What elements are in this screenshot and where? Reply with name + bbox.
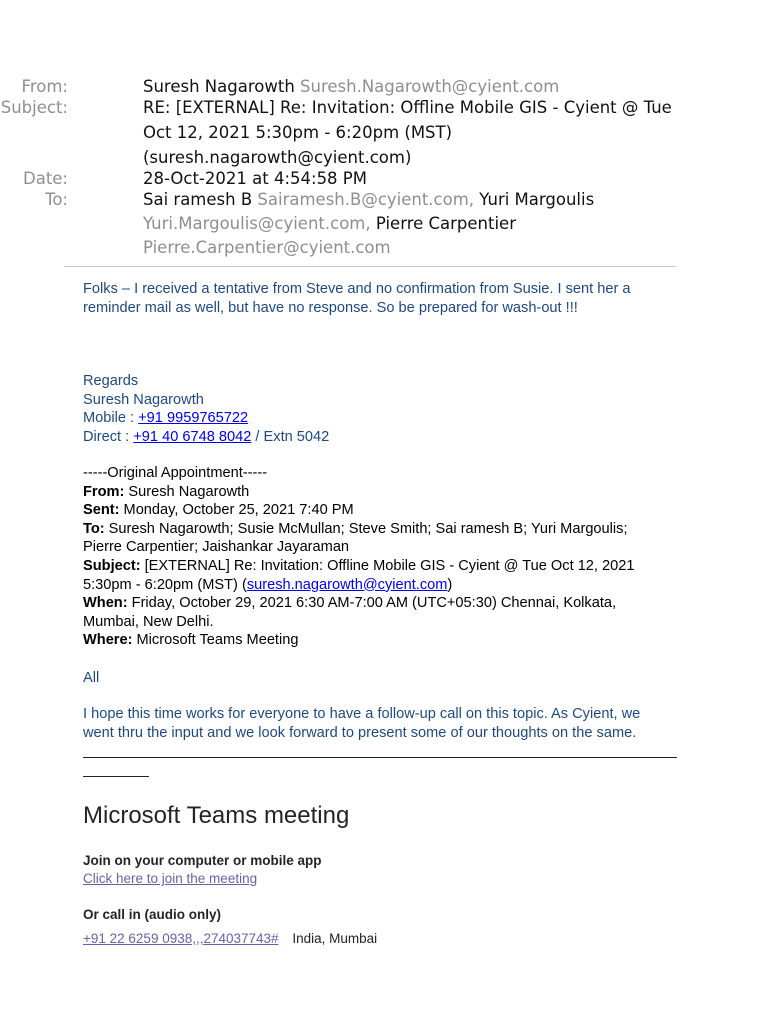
subject-line-2: Oct 12, 2021 5:30pm - 6:20pm (MST)	[143, 123, 453, 142]
to-3-email[interactable]: Pierre.Carpentier@cyient.com	[143, 238, 391, 257]
direct-number-link[interactable]: +91 40 6748 8042	[133, 428, 252, 445]
orig-to	[83, 520, 683, 539]
orig-from-value: Suresh Nagarowth	[124, 483, 250, 500]
to-2-email[interactable]: Yuri.Margoulis@cyient.com,	[143, 214, 371, 233]
signature	[83, 372, 683, 446]
orig-from-label: From:	[83, 483, 125, 500]
intro-line-1: Folks – I received a tentative from Steve and no confirmation from Susie. I sent her a	[83, 281, 631, 297]
to-1-email[interactable]: Sairamesh.B@cyient.com,	[257, 190, 475, 209]
mobile-line	[83, 409, 683, 428]
orig-sent	[83, 501, 683, 520]
regards: Regards	[83, 373, 139, 389]
date-label: Date:	[23, 169, 68, 188]
original-appointment	[83, 464, 683, 650]
to-label: To:	[45, 190, 68, 209]
hope-line-2: went thru the input and we look forward to present some of our thoughts on the same.	[83, 724, 637, 741]
orig-to-line-2: Pierre Carpentier; Jaishankar Jayaraman	[83, 539, 350, 556]
orig-subject-pre: 5:30pm - 6:20pm (MST) (	[83, 576, 247, 593]
from-value	[143, 75, 559, 98]
hope-paragraph	[83, 705, 683, 742]
hope-line-1: I hope this time works for everyone to have a follow-up call on this topic. As Cyient, we	[83, 706, 641, 722]
to-line-2	[143, 212, 516, 235]
call-in-number-link[interactable]: +91 22 6259 0938,,,274037743#	[83, 931, 279, 946]
from-email[interactable]: Suresh.Nagarowth@cyient.com	[300, 77, 560, 96]
extension: / Extn 5042	[251, 428, 330, 445]
from-label: From:	[21, 77, 68, 96]
subject-line-3: (suresh.nagarowth@cyient.com)	[143, 148, 412, 167]
teams-separator-line	[83, 757, 677, 758]
direct-label: Direct :	[83, 428, 134, 445]
from-name: Suresh Nagarowth	[143, 77, 295, 96]
orig-where-label: Where:	[83, 632, 133, 649]
orig-to-label: To:	[83, 520, 105, 537]
orig-subject-line-2	[83, 576, 683, 595]
to-3-name: Pierre Carpentier	[375, 214, 516, 233]
orig-to-value-1: Suresh Nagarowth; Susie McMullan; Steve Smith; Sai ramesh B; Yuri Margoulis;	[104, 520, 628, 537]
mobile-number-link[interactable]: +91 9959765722	[138, 410, 249, 427]
orig-when-label: When:	[83, 595, 128, 612]
date-value: 28-Oct-2021 at 4:54:58 PM	[143, 169, 367, 188]
all-greeting: All	[83, 670, 100, 686]
intro-paragraph	[83, 280, 683, 317]
call-in-location: India, Mumbai	[292, 931, 378, 946]
orig-subject-label: Subject:	[83, 557, 141, 574]
call-in-line	[83, 930, 377, 947]
subject-line-1: RE: [EXTERNAL] Re: Invitation: Offline Mobile GIS - Cyient @ Tue	[143, 98, 672, 117]
orig-from	[83, 483, 683, 502]
orig-when-line-1: Friday, October 29, 2021 6:30 AM-7:00 AM (UTC+05:30) Chennai, Kolkata,	[127, 595, 617, 612]
teams-separator-tail	[83, 776, 149, 777]
signature-name: Suresh Nagarowth	[83, 391, 204, 408]
subject-label: Subject:	[0, 98, 68, 117]
to-line-1	[143, 188, 594, 211]
mobile-label: Mobile :	[83, 410, 139, 427]
orig-sent-value: Monday, October 25, 2021 7:40 PM	[119, 502, 354, 519]
orig-when	[83, 594, 683, 613]
original-appointment-header: -----Original Appointment-----	[83, 465, 268, 481]
orig-subject-email-link[interactable]: suresh.nagarowth@cyient.com	[246, 576, 448, 593]
direct-line	[83, 428, 683, 447]
orig-where	[83, 631, 683, 650]
orig-where-value: Microsoft Teams Meeting	[132, 632, 299, 649]
call-in-heading: Or call in (audio only)	[83, 907, 222, 922]
join-heading: Join on your computer or mobile app	[83, 853, 322, 868]
join-meeting-link[interactable]: Click here to join the meeting	[83, 871, 258, 886]
orig-sent-label: Sent:	[83, 502, 120, 519]
orig-subject-line-1: [EXTERNAL] Re: Invitation: Offline Mobile GIS - Cyient @ Tue Oct 12, 2021	[140, 557, 635, 574]
to-1-name: Sai ramesh B	[143, 190, 253, 209]
orig-subject-post: )	[447, 576, 453, 593]
orig-when-line-2: Mumbai, New Delhi.	[83, 613, 214, 630]
intro-line-2: reminder mail as well, but have no response. So be prepared for wash-out !!!	[83, 299, 578, 316]
teams-meeting-title: Microsoft Teams meeting	[83, 802, 350, 829]
orig-subject	[83, 557, 683, 576]
to-2-name: Yuri Margoulis	[479, 190, 595, 209]
header-divider	[64, 266, 676, 267]
